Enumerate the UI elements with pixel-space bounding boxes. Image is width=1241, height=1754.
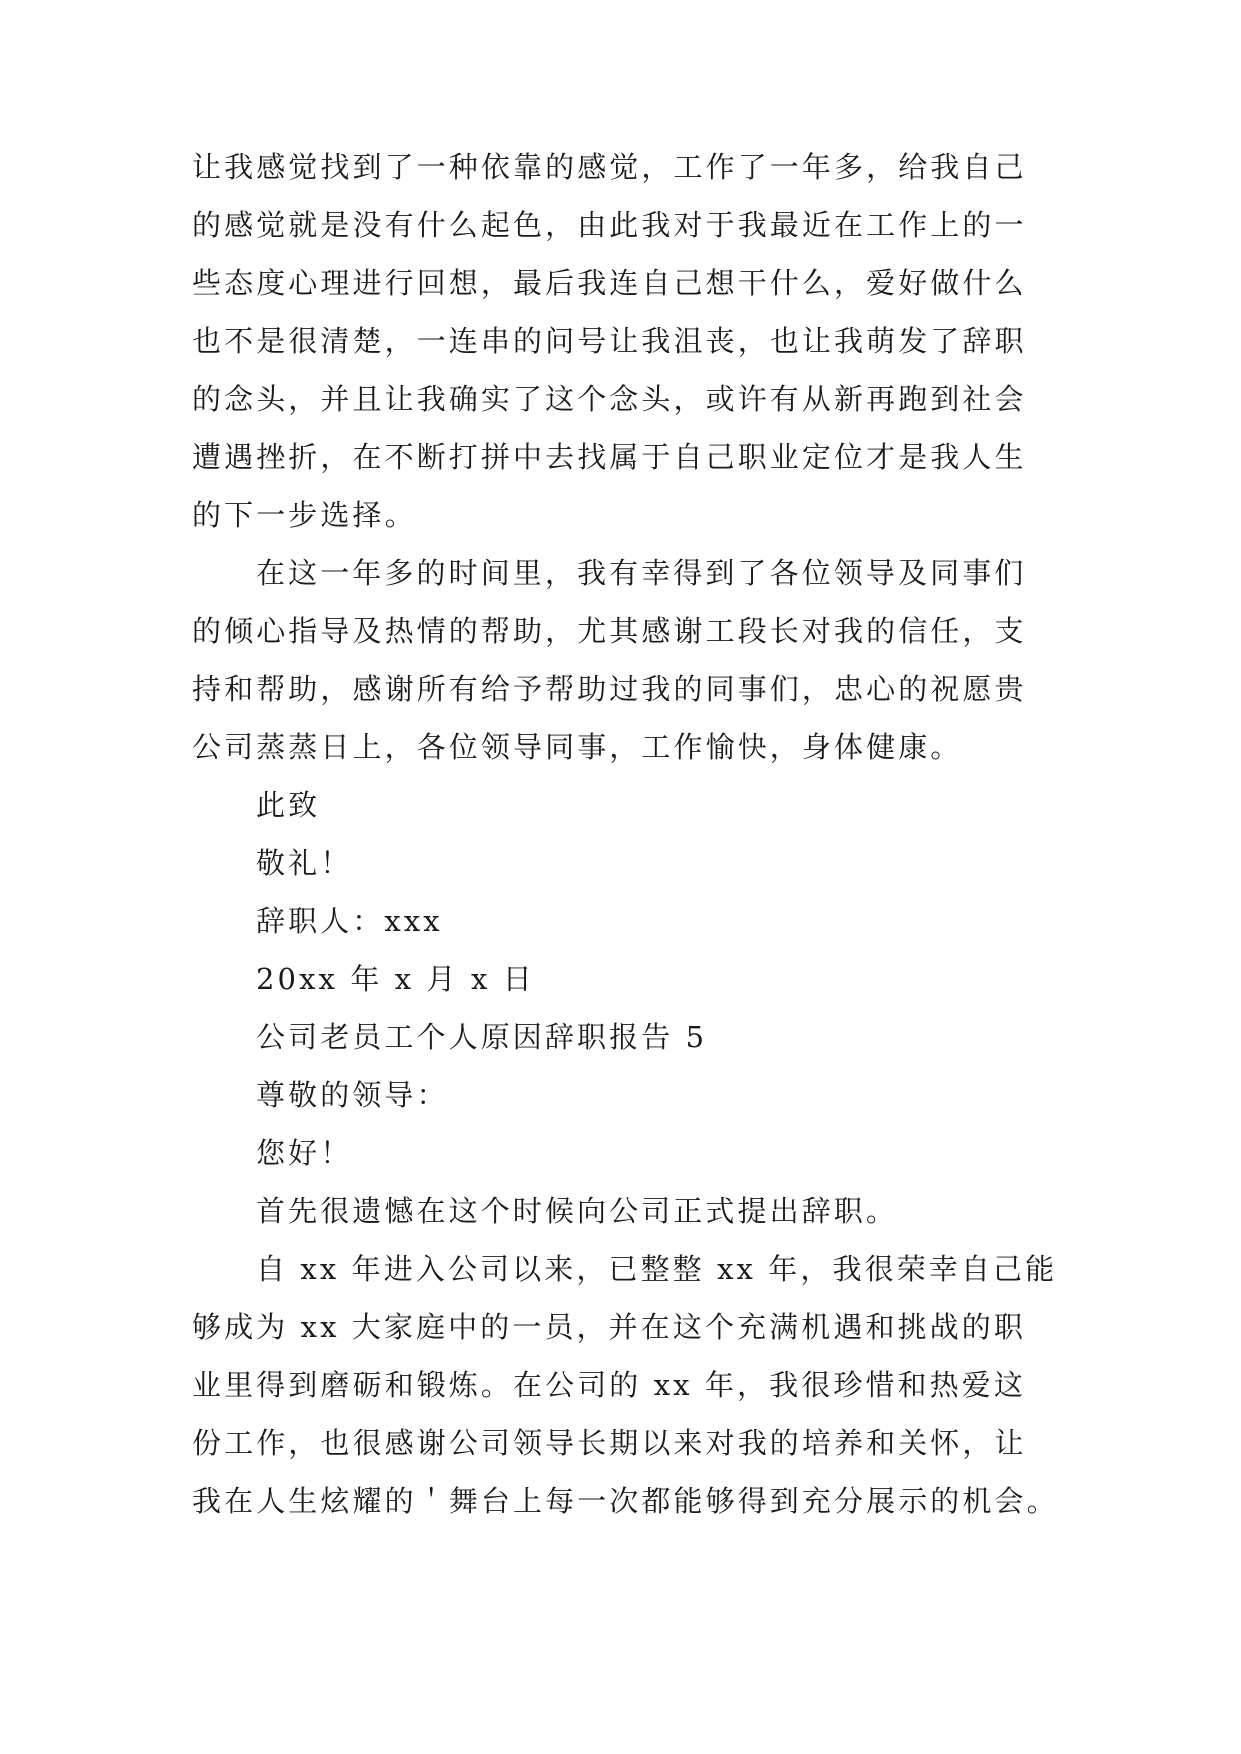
text-line: 的感觉就是没有什么起色，由此我对于我最近在工作上的一 bbox=[192, 208, 1027, 242]
text-line: 够成为 xx 大家庭中的一员，并在这个充满机遇和挑战的职 bbox=[192, 1310, 1026, 1344]
date-line: 20xx 年 x 月 x 日 bbox=[256, 962, 535, 996]
text-line: 遭遇挫折，在不断打拼中去找属于自己职业定位才是我人生 bbox=[192, 440, 1027, 474]
text-line: 些态度心理进行回想，最后我连自己想干什么，爱好做什么 bbox=[192, 266, 1027, 300]
text-line: 持和帮助，感谢所有给予帮助过我的同事们，忠心的祝愿贵 bbox=[192, 672, 1027, 706]
paragraph-start: 首先很遗憾在这个时候向公司正式提出辞职。 bbox=[256, 1194, 899, 1228]
paragraph-start: 自 xx 年进入公司以来，已整整 xx 年，我很荣幸自己能 bbox=[256, 1252, 1058, 1286]
text-line: 我在人生炫耀的＇舞台上每一次都能够得到充分展示的机会。 bbox=[192, 1484, 1059, 1518]
text-line: 业里得到磨砺和锻炼。在公司的 xx 年，我很珍惜和热爱这 bbox=[192, 1368, 1026, 1402]
closing-regards: 敬礼！ bbox=[256, 846, 353, 880]
text-line: 让我感觉找到了一种依靠的感觉，工作了一年多，给我自己 bbox=[192, 150, 1027, 184]
paragraph-start: 在这一年多的时间里，我有幸得到了各位领导及同事们 bbox=[256, 556, 1027, 590]
text-line: 的倾心指导及热情的帮助，尤其感谢工段长对我的信任，支 bbox=[192, 614, 1027, 648]
signature-line: 辞职人：xxx bbox=[256, 904, 443, 938]
text-line: 的念头，并且让我确实了这个念头，或许有从新再跑到社会 bbox=[192, 382, 1027, 416]
closing-salutation: 此致 bbox=[256, 788, 321, 822]
greeting: 尊敬的领导： bbox=[256, 1078, 449, 1112]
text-line: 的下一步选择。 bbox=[192, 498, 417, 532]
text-line: 也不是很清楚，一连串的问号让我沮丧，也让我萌发了辞职 bbox=[192, 324, 1027, 358]
text-line: 公司蒸蒸日上，各位领导同事，工作愉快，身体健康。 bbox=[192, 730, 963, 764]
text-line: 份工作，也很感谢公司领导长期以来对我的培养和关怀，让 bbox=[192, 1426, 1027, 1460]
greeting-hello: 您好！ bbox=[256, 1136, 353, 1170]
section-heading: 公司老员工个人原因辞职报告 5 bbox=[256, 1020, 708, 1054]
